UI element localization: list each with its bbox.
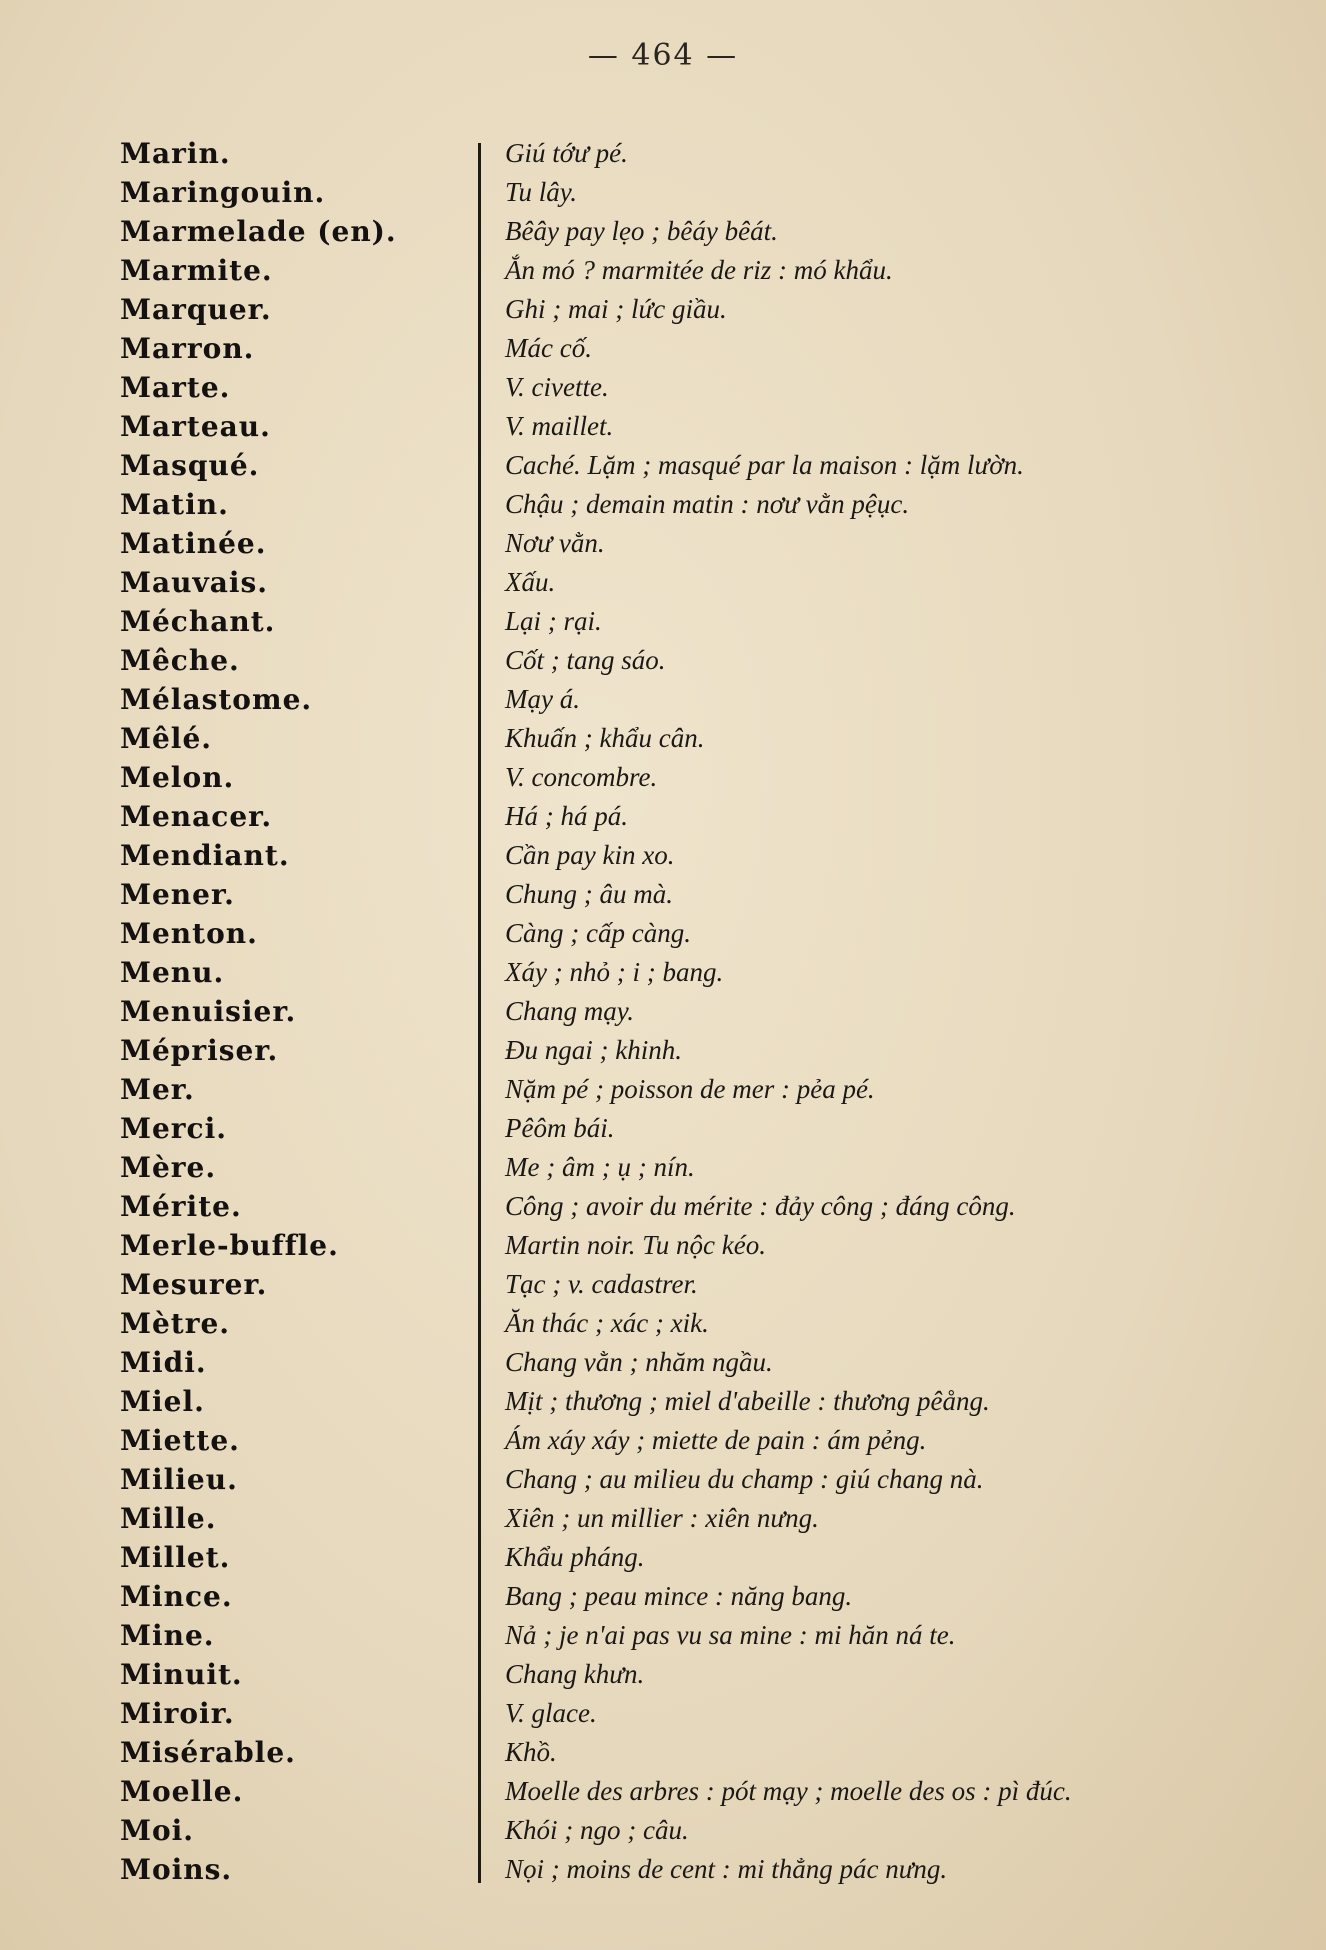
entry-headword: Mince.: [120, 1580, 233, 1613]
entry-headword: Mère.: [120, 1151, 217, 1184]
entry-headword: Mètre.: [120, 1307, 231, 1340]
entry-headword: Mine.: [120, 1619, 215, 1652]
entry-headword: Menu.: [120, 956, 225, 989]
dictionary-entry: [0, 1616, 1326, 1655]
dictionary-entry: [0, 1460, 1326, 1499]
dictionary-entry: [0, 329, 1326, 368]
entry-definition: Há ; há pá.: [505, 801, 628, 831]
dictionary-entry: [0, 875, 1326, 914]
entry-headword: Mendiant.: [120, 839, 290, 872]
dictionary-entry: [0, 602, 1326, 641]
entry-definition: Khồ.: [505, 1737, 557, 1767]
dictionary-entry: [0, 758, 1326, 797]
dictionary-entry: [0, 212, 1326, 251]
entry-definition: Chang khưn.: [505, 1659, 645, 1689]
entry-headword: Maringouin.: [120, 176, 326, 209]
entry-headword: Marteau.: [120, 410, 271, 443]
entry-definition: Càng ; cấp càng.: [505, 918, 691, 948]
dictionary-entry: [0, 953, 1326, 992]
entry-definition: Mác cố.: [505, 333, 592, 363]
dictionary-entry: [0, 1148, 1326, 1187]
dictionary-entry: [0, 173, 1326, 212]
entry-definition: Đu ngai ; khinh.: [505, 1035, 682, 1065]
entry-definition: Khói ; ngo ; câu.: [505, 1815, 689, 1845]
dictionary-entry: [0, 407, 1326, 446]
entry-headword: Miroir.: [120, 1697, 235, 1730]
entry-headword: Miel.: [120, 1385, 205, 1418]
entry-headword: Matin.: [120, 488, 229, 521]
dictionary-entry: [0, 1187, 1326, 1226]
entry-headword: Mêlé.: [120, 722, 213, 755]
dictionary-entry: [0, 1070, 1326, 1109]
entry-definition: Khuấn ; khẩu cân.: [505, 723, 705, 753]
page-number: — 464 —: [587, 38, 739, 73]
entry-definition: Xiên ; un millier : xiên nưng.: [505, 1503, 819, 1533]
entry-headword: Merle-buffle.: [120, 1229, 339, 1262]
entry-headword: Moi.: [120, 1814, 195, 1847]
entry-list: [0, 134, 1326, 1889]
entry-definition: Xáy ; nhỏ ; i ; bang.: [505, 957, 724, 987]
entry-headword: Marmite.: [120, 254, 273, 287]
dictionary-entry: [0, 1499, 1326, 1538]
entry-definition: Nả ; je n'ai pas vu sa mine : mi hăn ná te.: [505, 1620, 956, 1650]
dictionary-entry: [0, 251, 1326, 290]
entry-headword: Marquer.: [120, 293, 272, 326]
entry-headword: Marron.: [120, 332, 255, 365]
dictionary-entry: [0, 1226, 1326, 1265]
entry-definition: Công ; avoir du mérite : đảy công ; đáng công.: [505, 1191, 1016, 1221]
entry-definition: Pêôm bái.: [505, 1113, 615, 1143]
entry-definition: Ăn thác ; xác ; xik.: [505, 1308, 709, 1338]
entry-headword: Mesurer.: [120, 1268, 268, 1301]
dictionary-entry: [0, 446, 1326, 485]
entry-headword: Melon.: [120, 761, 235, 794]
entry-definition: Chậu ; demain matin : nơư vằn pệục.: [505, 489, 910, 519]
entry-definition: Chung ; âu mà.: [505, 879, 673, 909]
dictionary-entry: [0, 719, 1326, 758]
dictionary-entry: [0, 1772, 1326, 1811]
entry-headword: Millet.: [120, 1541, 231, 1574]
entry-definition: Me ; âm ; ụ ; nín.: [505, 1152, 695, 1182]
dictionary-entry: [0, 290, 1326, 329]
entry-definition: Nọi ; moins de cent : mi thẳng pác nưng.: [505, 1854, 948, 1884]
dictionary-entry: [0, 797, 1326, 836]
entry-definition: Chang mạy.: [505, 996, 635, 1026]
entry-definition: Ám xáy xáy ; miette de pain : ám pẻng.: [505, 1425, 927, 1455]
dictionary-entry: [0, 1031, 1326, 1070]
entry-headword: Matinée.: [120, 527, 267, 560]
entry-definition: Xấu.: [505, 567, 556, 597]
entry-headword: Merci.: [120, 1112, 227, 1145]
entry-headword: Milieu.: [120, 1463, 238, 1496]
dictionary-entry: [0, 1538, 1326, 1577]
entry-definition: Chang vằn ; nhăm ngầu.: [505, 1347, 773, 1377]
entry-definition: Martin noir. Tu nộc kéo.: [505, 1230, 766, 1260]
entry-headword: Moins.: [120, 1853, 233, 1886]
entry-headword: Mérite.: [120, 1190, 242, 1223]
dictionary-entry: [0, 368, 1326, 407]
entry-definition: Tạc ; v. cadastrer.: [505, 1269, 698, 1299]
entry-headword: Marte.: [120, 371, 231, 404]
entry-headword: Masqué.: [120, 449, 260, 482]
entry-headword: Menacer.: [120, 800, 273, 833]
entry-definition: Ắn mó ? marmitée de riz : mó khẩu.: [505, 255, 893, 285]
entry-headword: Misérable.: [120, 1736, 296, 1769]
dictionary-entry: [0, 1109, 1326, 1148]
entry-definition: Nơư vằn.: [505, 528, 605, 558]
entry-definition: Moelle des arbres : pót mạy ; moelle des os : pì đúc.: [505, 1776, 1072, 1806]
entry-definition: Bang ; peau mince : năng bang.: [505, 1581, 853, 1611]
entry-definition: Giú tớư pé.: [505, 138, 628, 168]
entry-headword: Mer.: [120, 1073, 195, 1106]
dictionary-entry: [0, 1733, 1326, 1772]
dictionary-entry: [0, 836, 1326, 875]
entry-headword: Moelle.: [120, 1775, 244, 1808]
dictionary-entry: [0, 1694, 1326, 1733]
entry-headword: Marin.: [120, 137, 231, 170]
dictionary-entry: [0, 1343, 1326, 1382]
dictionary-entry: [0, 1304, 1326, 1343]
entry-headword: Mille.: [120, 1502, 217, 1535]
entry-definition: V. glace.: [505, 1698, 597, 1728]
entry-definition: Cần pay kin xo.: [505, 840, 675, 870]
entry-definition: V. concombre.: [505, 762, 658, 792]
entry-definition: Cốt ; tang sáo.: [505, 645, 666, 675]
dictionary-entry: [0, 1577, 1326, 1616]
dictionary-entry: [0, 1655, 1326, 1694]
entry-definition: Ghi ; mai ; lức giầu.: [505, 294, 727, 324]
entry-definition: Mạy á.: [505, 684, 580, 714]
entry-definition: Caché. Lặm ; masqué par la maison : lặm lườn.: [505, 450, 1024, 480]
entry-headword: Mêche.: [120, 644, 240, 677]
entry-headword: Mener.: [120, 878, 235, 911]
entry-headword: Menuisier.: [120, 995, 297, 1028]
dictionary-entry: [0, 914, 1326, 953]
entry-headword: Mélastome.: [120, 683, 313, 716]
entry-headword: Mépriser.: [120, 1034, 279, 1067]
entry-definition: Tu lây.: [505, 177, 578, 207]
entry-definition: Nặm pé ; poisson de mer : pẻa pé.: [505, 1074, 875, 1104]
entry-headword: Miette.: [120, 1424, 240, 1457]
dictionary-entry: [0, 992, 1326, 1031]
entry-headword: Midi.: [120, 1346, 207, 1379]
entry-definition: Mịt ; thương ; miel d'abeille : thương pêång.: [505, 1386, 990, 1416]
dictionary-entry: [0, 524, 1326, 563]
dictionary-entry: [0, 680, 1326, 719]
entry-definition: Khẩu pháng.: [505, 1542, 645, 1572]
entry-headword: Méchant.: [120, 605, 276, 638]
dictionary-entry: [0, 1421, 1326, 1460]
entry-headword: Marmelade (en).: [120, 215, 397, 248]
dictionary-entry: [0, 1811, 1326, 1850]
dictionary-entry: [0, 1850, 1326, 1889]
entry-headword: Minuit.: [120, 1658, 243, 1691]
dictionary-entry: [0, 1265, 1326, 1304]
entry-definition: V. civette.: [505, 372, 609, 402]
dictionary-entry: [0, 1382, 1326, 1421]
dictionary-entry: [0, 134, 1326, 173]
entry-headword: Menton.: [120, 917, 258, 950]
entry-definition: V. maillet.: [505, 411, 614, 441]
entry-definition: Chang ; au milieu du champ : giú chang nà.: [505, 1464, 984, 1494]
dictionary-entry: [0, 641, 1326, 680]
entry-headword: Mauvais.: [120, 566, 269, 599]
dictionary-entry: [0, 563, 1326, 602]
dictionary-entry: [0, 485, 1326, 524]
entry-definition: Bêây pay lẹo ; bêáy bêát.: [505, 216, 778, 246]
entry-definition: Lại ; rại.: [505, 606, 602, 636]
